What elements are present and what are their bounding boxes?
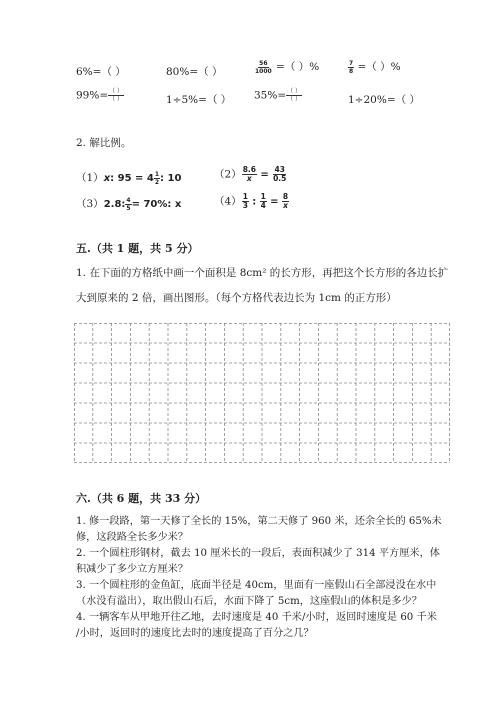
problem-line: 1. 修一段路，第一天修了全长的 15%，第二天修了 960 米，还余全长的 65%未 xyxy=(76,516,442,527)
fraction-blank[interactable]: $\frac{( )}{( )}$ xyxy=(109,88,124,103)
grid-paper[interactable] xyxy=(74,323,450,463)
fraction: $\frac{56}{1000}$ xyxy=(255,59,272,75)
percent-sign: % xyxy=(390,61,401,73)
question-title: 2. 解比例。 xyxy=(76,137,132,149)
proportion-3: （3）2.8: $\frac{4}{5}$ = 70%: x xyxy=(76,196,182,212)
calc-item-3 xyxy=(254,59,319,75)
answer-blank[interactable]: =（ ） xyxy=(276,61,310,73)
problem-line: 积减少了多少立方厘米？ xyxy=(76,564,189,575)
calc-item-8 xyxy=(348,92,420,107)
calc-item-5 xyxy=(76,88,124,103)
problem-line: 修，这段路全长多少米？ xyxy=(76,532,189,543)
expression: 35%= xyxy=(254,89,287,102)
answer-blank[interactable]: （ ） xyxy=(395,94,420,106)
calc-item-2 xyxy=(166,64,222,79)
expression: 6%= xyxy=(76,66,102,78)
calc-item-7 xyxy=(254,88,302,103)
percent-sign: % xyxy=(309,61,320,73)
section-heading-6: 六.（共 6 题，共 33 分） xyxy=(76,492,207,505)
expression: 1÷20%= xyxy=(348,94,396,106)
expression: 99%= xyxy=(76,89,109,102)
answer-blank[interactable]: （ ） xyxy=(206,94,232,106)
fraction-blank[interactable]: $\frac{( )}{( )}$ xyxy=(287,88,302,103)
section-heading-5: 五.（共 1 题，共 5 分） xyxy=(76,242,199,255)
answer-blank[interactable]: （ ） xyxy=(198,66,223,78)
answer-blank[interactable]: =（ ） xyxy=(357,61,391,73)
calc-item-6 xyxy=(166,92,231,107)
expression: 1÷5%= xyxy=(166,94,207,106)
calc-item-1 xyxy=(76,64,126,79)
problem-line: （水没有溢出），取出假山石后，水面下降了 5cm，这座假山的体积是多少？ xyxy=(76,596,422,607)
proportion-2: （2） $\frac{8.6}{x}$ = $\frac{43}{0.5}$ xyxy=(214,165,287,183)
problem-line: 2. 一个圆柱形钢材，截去 10 厘米长的一段后，表面积减少了 314 平方厘米，体 xyxy=(76,548,440,559)
fraction: $\frac{7}{8}$ xyxy=(349,59,354,75)
problem-text: 大到原来的 2 倍，画出图形。（每个方格代表边长为 1cm 的正方形） xyxy=(76,292,397,304)
expression: 80%= xyxy=(166,66,199,78)
answer-blank[interactable]: （ ） xyxy=(101,66,126,78)
proportion-4: （4） $\frac{1}{3}$ : $\frac{1}{4}$ = $\frac{8}{x}$ xyxy=(214,192,289,210)
calc-item-4 xyxy=(348,59,401,75)
problem-line: 3. 一个圆柱形的金鱼缸，底面半径是 40cm，里面有一座假山石全部浸没在水中 xyxy=(76,580,437,591)
problem-line: /小时，返回时的速度比去时的速度提高了百分之几？ xyxy=(76,628,314,639)
problem-text: 1. 在下面的方格纸中画一个面积是 8cm² 的长方形，再把这个长方形的各边长扩 xyxy=(76,267,449,279)
proportion-1: （1）x: 95 = 4 $\frac{1}{2}$ : 10 xyxy=(76,170,182,186)
problem-line: 4. 一辆客车从甲地开往乙地，去时速度是 40 千米/小时，返回时速度是 60 千米 xyxy=(76,612,437,623)
